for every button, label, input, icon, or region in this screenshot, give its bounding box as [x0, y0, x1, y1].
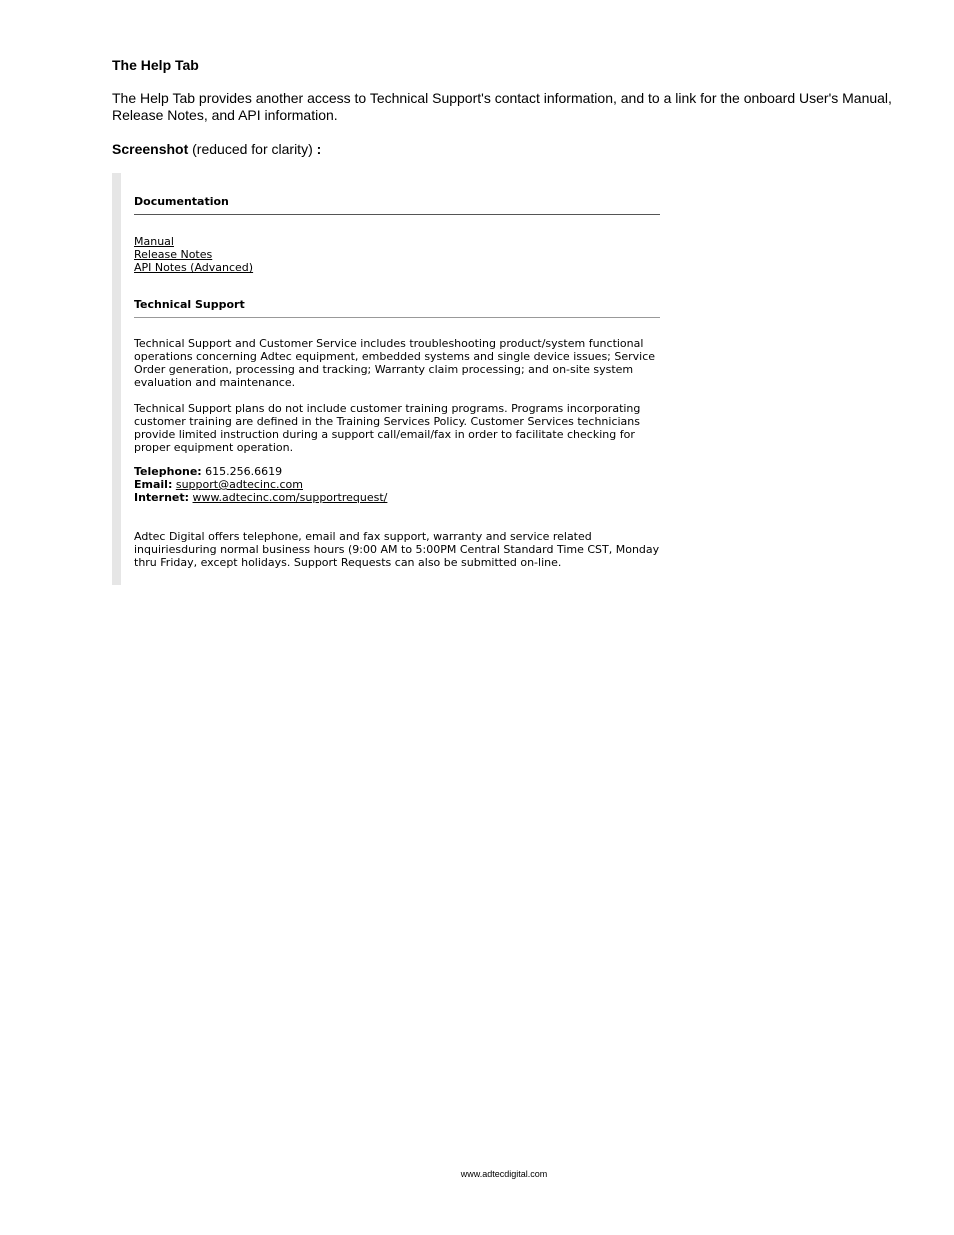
- telephone-row: [134, 465, 387, 478]
- support-paragraph-training: Technical Support plans do not include customer training programs. Programs incorporating customer training are defined in the Training Services Policy. Customer Services technicians provide limited instruction during a support call/email/fax in order to facilitate checking for proper equipment operation.: [134, 402, 641, 454]
- internet-row: [134, 491, 387, 504]
- caption-colon: :: [316, 141, 322, 157]
- footer-url: www.adtecdigital.com: [460, 1169, 548, 1179]
- support-paragraph-hours: Adtec Digital offers telephone, email and fax support, warranty and service related inquiriesduring normal business hours (9:00 AM to 5:00PM Central Standard Time CST, Monday thru Friday, except holidays. Support Requests can also be submitted on-line.: [134, 530, 660, 569]
- caption-note: (reduced for clarity): [188, 141, 317, 157]
- documentation-divider: [134, 214, 660, 215]
- release-notes-link[interactable]: Release Notes: [134, 248, 213, 261]
- intro-paragraph: The Help Tab provides another access to Technical Support's contact information, and to a link for the onboard User's Manual, Release Notes, and API information.: [112, 90, 892, 123]
- telephone-value: 615.256.6619: [201, 465, 283, 478]
- help-tab-screenshot: [112, 173, 672, 585]
- support-request-link[interactable]: www.adtecinc.com/supportrequest/: [192, 491, 388, 504]
- technical-support-divider: [134, 317, 660, 318]
- documentation-links: [134, 235, 253, 274]
- manual-link[interactable]: Manual: [134, 235, 174, 248]
- screenshot-left-bar: [112, 173, 121, 585]
- technical-support-title: Technical Support: [134, 298, 245, 311]
- caption-label: Screenshot: [112, 141, 189, 157]
- page-footer: [0, 1169, 954, 1179]
- support-paragraph-scope: Technical Support and Customer Service includes troubleshooting product/system functional operations concerning Adtec equipment, embedded systems and single device issues; Service Order generation, processing and tracking; Warranty claim processing; and on-site system evaluation and maintenance.: [134, 337, 656, 389]
- email-label: Email:: [134, 478, 173, 491]
- email-link[interactable]: support@adtecinc.com: [175, 478, 303, 491]
- screenshot-caption: [112, 141, 321, 157]
- internet-label: Internet:: [134, 491, 190, 504]
- api-notes-link[interactable]: API Notes (Advanced): [134, 261, 254, 274]
- contact-info: [134, 465, 387, 504]
- email-row: [134, 478, 387, 491]
- telephone-label: Telephone:: [134, 465, 202, 478]
- page-title: The Help Tab: [112, 57, 199, 73]
- documentation-title: Documentation: [134, 195, 229, 208]
